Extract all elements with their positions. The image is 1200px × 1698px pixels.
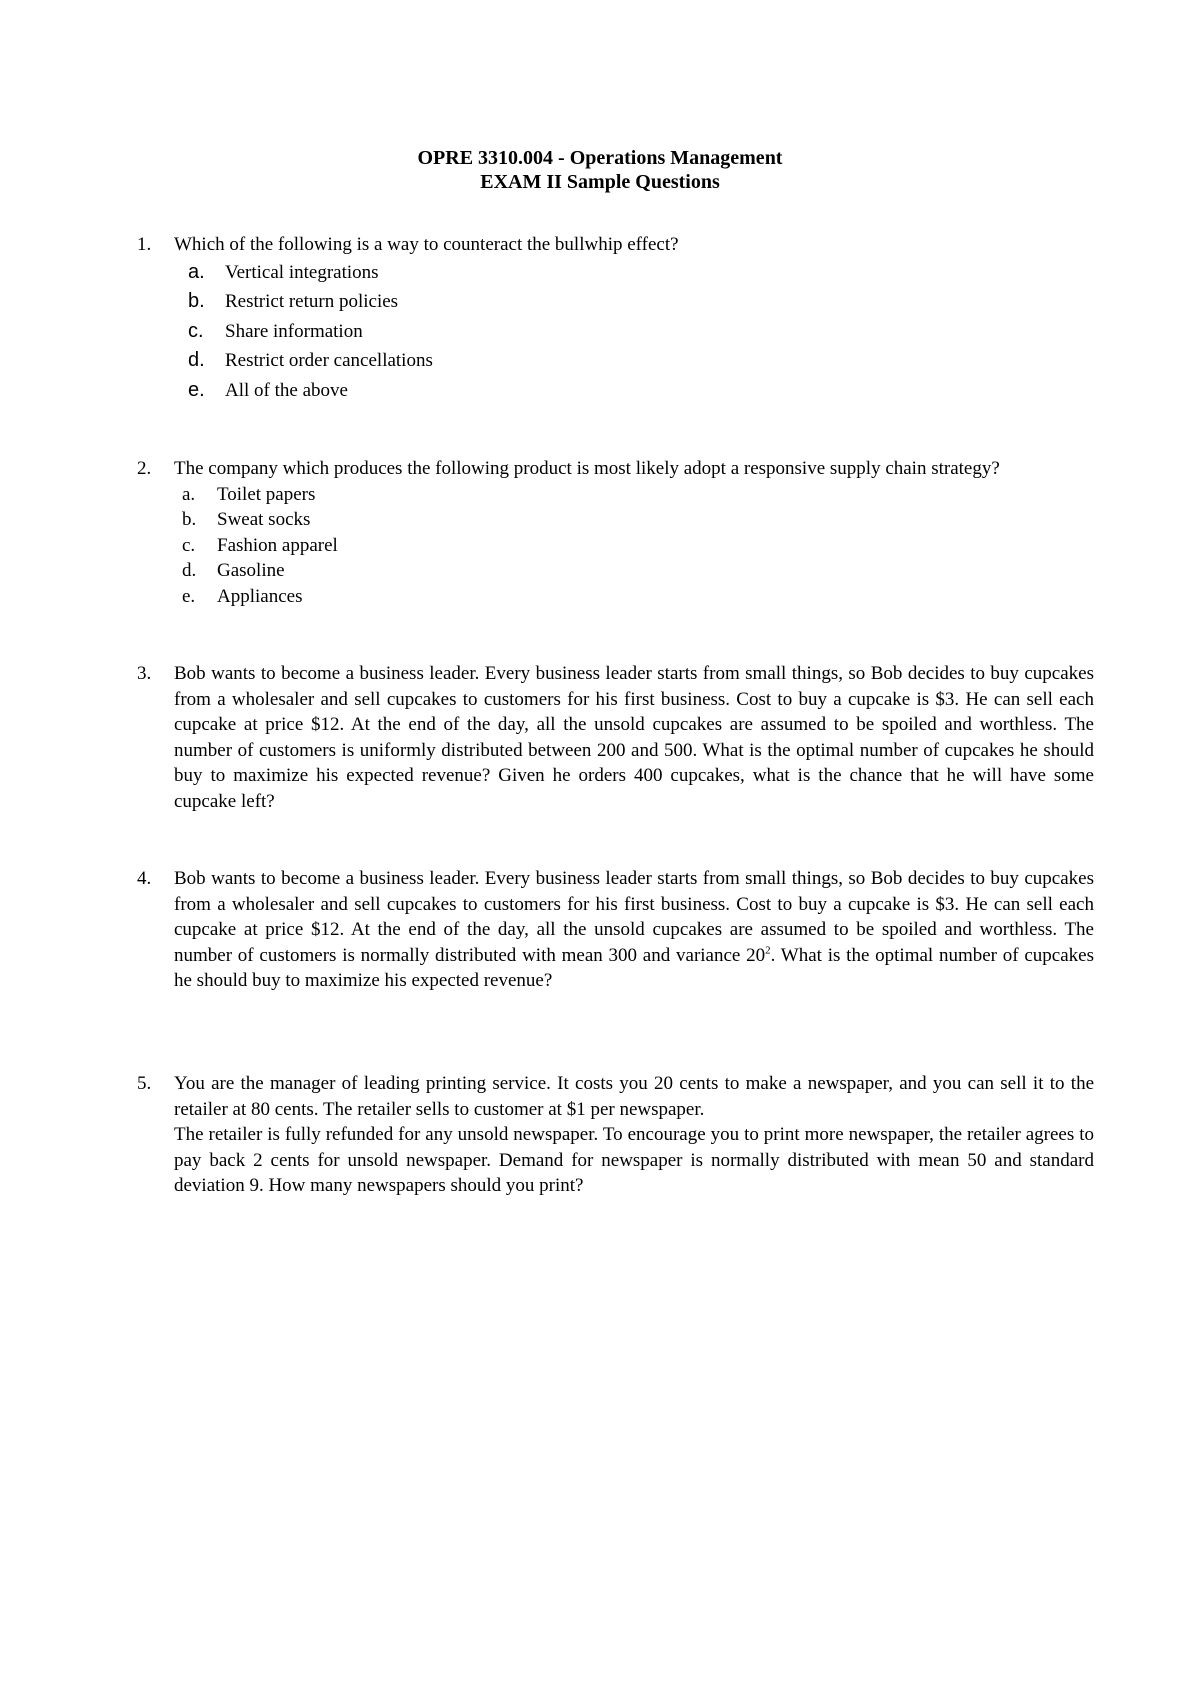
option-item (174, 584, 1094, 610)
document-header (0, 146, 1200, 194)
option-text: Restrict order cancellations (225, 350, 433, 372)
option-text: Gasoline (217, 560, 285, 582)
option-item (174, 346, 1094, 376)
question-number: 1. (137, 234, 152, 255)
option-text: Sweat socks (217, 509, 311, 531)
option-letter: c. (188, 319, 204, 342)
option-letter: e. (188, 378, 205, 401)
question-text (174, 866, 1094, 994)
option-item (174, 287, 1094, 317)
question-number: 5. (137, 1073, 152, 1094)
question-body (174, 661, 1094, 815)
question-body (174, 456, 1094, 610)
option-item (174, 258, 1094, 288)
option-item (174, 558, 1094, 584)
option-item (174, 533, 1094, 559)
question-text-part: Bob wants to become a business leader. Every business leader starts from small things, so Bob decides to buy cupcakes from a wholesaler and sell cupcakes to customers for his first business. Cost to buy a cupcake is $3. He can sell each cupcake at price $12. At the end of the day, all the unsold cupcakes are assumed to be spoiled and worthless. The number of customers is normally distributed with mean 300 and variance 20 (174, 868, 1094, 966)
question-number: 3. (137, 663, 152, 684)
option-letter: d. (182, 560, 197, 582)
question-body (174, 866, 1094, 994)
option-item (174, 482, 1094, 508)
option-item (174, 507, 1094, 533)
option-letter: a. (182, 483, 196, 505)
question-text: Which of the following is a way to counteract the bullwhip effect? (174, 234, 679, 255)
option-letter: b. (188, 290, 205, 313)
option-letter: b. (182, 509, 197, 531)
option-text: Appliances (217, 585, 303, 607)
variance-exponent: 2 (765, 944, 771, 957)
option-text: Fashion apparel (217, 534, 338, 556)
option-list (174, 258, 1094, 406)
option-list (174, 482, 1094, 610)
option-letter: e. (182, 585, 196, 607)
question-number: 4. (137, 868, 152, 889)
option-text: All of the above (225, 379, 348, 401)
question-number: 2. (137, 458, 152, 479)
option-text: Vertical integrations (225, 261, 379, 283)
question-paragraph: The retailer is fully refunded for any unsold newspaper. To encourage you to print more newspaper, the retailer agrees to pay back 2 cents for unsold newspaper. Demand for newspaper is normally distributed with mean 50 and standard deviation 9. How many newspapers should you print? (174, 1124, 1094, 1197)
question-text: Bob wants to become a business leader. Every business leader starts from small things, so Bob decides to buy cupcakes from a wholesaler and sell cupcakes to customers for his first business. Cost to buy a cupcake is $3. He can sell each cupcake at price $12. At the end of the day, all the unsold cupcakes are assumed to be spoiled and worthless. The number of customers is uniformly distributed between 200 and 500. What is the optimal number of cupcakes he should buy to maximize his expected revenue? Given he orders 400 cupcakes, what is the chance that he will have some cupcake left? (174, 663, 1094, 812)
option-letter: d. (188, 349, 205, 372)
exam-title: EXAM II Sample Questions (480, 171, 720, 193)
course-title: OPRE 3310.004 - Operations Management (417, 147, 783, 169)
question-text (174, 1071, 1094, 1199)
option-item (174, 317, 1094, 347)
option-item (174, 376, 1094, 406)
question-text-part: . What is the optimal number of cupcakes he should buy to maximize his expected revenue? (174, 944, 1094, 992)
question-body (174, 1071, 1094, 1199)
option-text: Toilet papers (217, 483, 316, 505)
option-text: Restrict return policies (225, 291, 399, 313)
question-text: The company which produces the following product is most likely adopt a responsive supply chain strategy? (174, 458, 1000, 479)
question-paragraph: You are the manager of leading printing service. It costs you 20 cents to make a newspaper, and you can sell it to the retailer at 80 cents. The retailer sells to customer at $1 per newspaper. (174, 1073, 1094, 1120)
question-body (174, 232, 1094, 405)
option-letter: a. (188, 260, 205, 283)
option-letter: c. (182, 534, 196, 556)
option-text: Share information (225, 320, 363, 342)
